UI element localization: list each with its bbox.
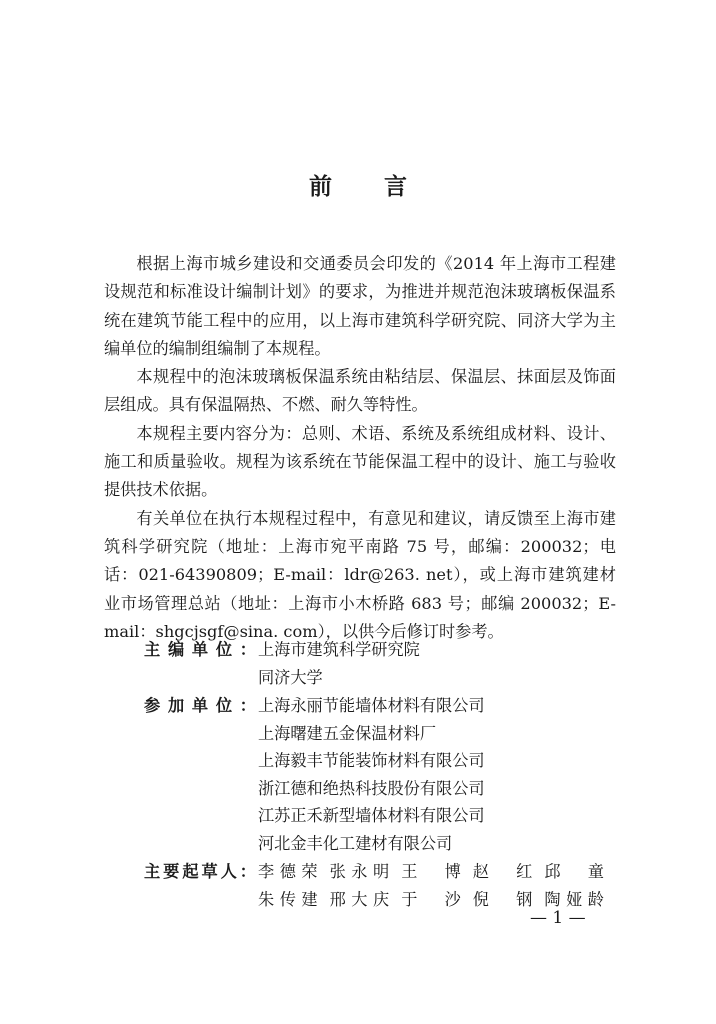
drafter-name: 邢大庆 bbox=[329, 889, 390, 909]
drafter-name: 李德荣 bbox=[258, 862, 318, 881]
drafter-name: 朱传建 bbox=[258, 889, 318, 909]
paragraph: 本规程中的泡沫玻璃板保温系统由粘结层、保温层、抹面层及饰面层组成。具有保温隔热、不燃、耐久等特性。 bbox=[104, 367, 616, 415]
participating-units-list bbox=[258, 692, 624, 857]
chief-units-list bbox=[258, 636, 624, 691]
drafters-group bbox=[144, 858, 624, 913]
drafters-label: 主要起草人： bbox=[144, 862, 256, 881]
participating-units-label: 参加单位： bbox=[144, 696, 256, 715]
credits-section bbox=[144, 636, 624, 914]
drafter-name: 张永明 bbox=[329, 862, 390, 881]
unit-item: 河北金丰化工建材有限公司 bbox=[258, 833, 453, 853]
drafter-name: 王 博 bbox=[401, 862, 461, 881]
unit-item: 江苏正禾新型墙体材料有限公司 bbox=[258, 806, 485, 825]
preface-body bbox=[104, 250, 616, 646]
page-number: — 1 — bbox=[530, 908, 586, 928]
page-title: 前 言 bbox=[308, 174, 429, 200]
unit-item: 上海曙建五金保温材料厂 bbox=[258, 723, 437, 743]
paragraph: 有关单位在执行本规程过程中，有意见和建议，请反馈至上海市建筑科学研究院（地址：上海市宛平南路 75 号，邮编：200032；电话：021-64390809；E-mail：ldr@263. net），或上海市建筑建材业市场管理总站（地址：上海市小木桥路 683 号；邮编 200032；E-mail：shgcjsgf@sina. com），以供今后修订时参考。 bbox=[104, 508, 616, 641]
unit-item: 上海市建筑科学研究院 bbox=[258, 640, 420, 659]
chief-units-label: 主编单位： bbox=[144, 640, 256, 659]
unit-item: 上海毅丰节能装饰材料有限公司 bbox=[258, 751, 485, 770]
drafter-name: 陶娅龄 bbox=[544, 889, 604, 909]
chief-units-group bbox=[144, 636, 624, 691]
unit-item: 浙江德和绝热科技股份有限公司 bbox=[258, 778, 485, 798]
drafters-row bbox=[258, 858, 604, 886]
drafter-name: 赵 红 bbox=[472, 862, 533, 881]
drafter-name: 于 沙 bbox=[401, 889, 461, 909]
drafter-name: 倪 钢 bbox=[472, 889, 533, 909]
drafters-list bbox=[258, 858, 624, 913]
paragraph: 本规程主要内容分为：总则、术语、系统及系统组成材料、设计、施工和质量验收。规程为该系统在节能保温工程中的设计、施工与验收提供技术依据。 bbox=[104, 423, 616, 500]
paragraph: 根据上海市城乡建设和交通委员会印发的《2014 年上海市工程建设规范和标准设计编制计划》的要求，为推进并规范泡沫玻璃板保温系统在建筑节能工程中的应用，以上海市建筑科学研究院、同济大学为主编单位的编制组编制了本规程。 bbox=[104, 254, 616, 358]
unit-item: 上海永丽节能墙体材料有限公司 bbox=[258, 696, 485, 715]
participating-units-group bbox=[144, 692, 624, 857]
drafter-name: 邱 童 bbox=[544, 862, 604, 881]
unit-item: 同济大学 bbox=[258, 667, 323, 687]
